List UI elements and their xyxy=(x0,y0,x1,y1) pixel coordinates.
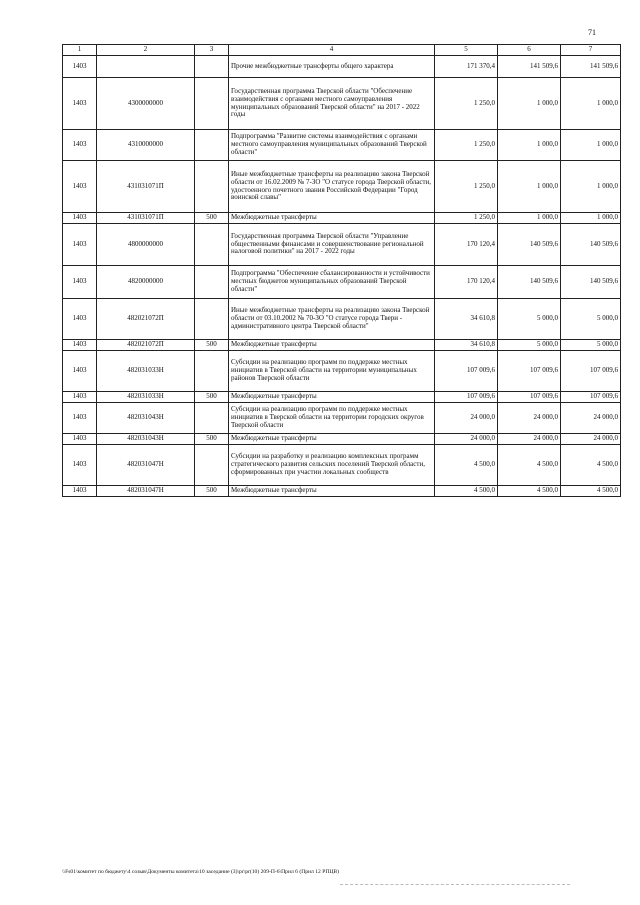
amount-col-7-cell: 24 000,0 xyxy=(561,434,621,445)
item-name-cell: Межбюджетные трансферты xyxy=(229,340,435,351)
section-code-cell: 1403 xyxy=(63,351,97,392)
amount-col-5-cell: 1 250,0 xyxy=(435,78,498,130)
target-article-cell: 482031033Н xyxy=(97,351,195,392)
amount-col-6-cell: 1 000,0 xyxy=(498,130,561,161)
section-code-cell: 1403 xyxy=(63,130,97,161)
amount-col-6-cell: 141 509,6 xyxy=(498,56,561,78)
amount-col-6-cell: 107 009,6 xyxy=(498,392,561,403)
section-code-cell: 1403 xyxy=(63,213,97,224)
amount-col-7-cell: 107 009,6 xyxy=(561,392,621,403)
target-article-cell: 4800000000 xyxy=(97,224,195,266)
amount-col-5-cell: 4 500,0 xyxy=(435,445,498,486)
header-col-2: 2 xyxy=(97,45,195,56)
item-name-cell: Субсидии на разработку и реализацию комплексных программ стратегического развития сельских поселений Тверской области, сформированных при участии локальных сообществ xyxy=(229,445,435,486)
expense-type-cell xyxy=(195,224,229,266)
amount-col-7-cell: 5 000,0 xyxy=(561,340,621,351)
expense-type-cell: 500 xyxy=(195,213,229,224)
amount-col-6-cell: 140 509,6 xyxy=(498,266,561,299)
target-article-cell: 431031071П xyxy=(97,161,195,213)
section-code-cell: 1403 xyxy=(63,434,97,445)
section-code-cell: 1403 xyxy=(63,403,97,434)
section-code-cell: 1403 xyxy=(63,78,97,130)
target-article-cell: 482031043Н xyxy=(97,434,195,445)
item-name-cell: Подпрограмма "Обеспечение сбалансированности и устойчивости местных бюджетов муниципальных образований Тверской области" xyxy=(229,266,435,299)
amount-col-6-cell: 5 000,0 xyxy=(498,340,561,351)
expense-type-cell: 500 xyxy=(195,434,229,445)
table-row xyxy=(63,78,621,130)
amount-col-6-cell: 4 500,0 xyxy=(498,486,561,497)
target-article-cell: 482031033Н xyxy=(97,392,195,403)
item-name-cell: Межбюджетные трансферты xyxy=(229,213,435,224)
section-code-cell: 1403 xyxy=(63,56,97,78)
expense-type-cell: 500 xyxy=(195,486,229,497)
amount-col-7-cell: 24 000,0 xyxy=(561,403,621,434)
header-col-1: 1 xyxy=(63,45,97,56)
expense-type-cell xyxy=(195,403,229,434)
amount-col-6-cell: 4 500,0 xyxy=(498,445,561,486)
amount-col-7-cell: 140 509,6 xyxy=(561,224,621,266)
target-article-cell: 431031071П xyxy=(97,213,195,224)
table-body xyxy=(63,56,621,497)
target-article-cell: 482031047Н xyxy=(97,486,195,497)
amount-col-6-cell: 140 509,6 xyxy=(498,224,561,266)
amount-col-5-cell: 107 009,6 xyxy=(435,351,498,392)
amount-col-5-cell: 34 610,8 xyxy=(435,299,498,340)
section-code-cell: 1403 xyxy=(63,392,97,403)
amount-col-6-cell: 107 009,6 xyxy=(498,351,561,392)
expense-type-cell xyxy=(195,78,229,130)
table-row xyxy=(63,351,621,392)
table-row xyxy=(63,445,621,486)
amount-col-5-cell: 170 120,4 xyxy=(435,224,498,266)
amount-col-5-cell: 34 610,8 xyxy=(435,340,498,351)
expense-type-cell xyxy=(195,266,229,299)
item-name-cell: Прочие межбюджетные трансферты общего характера xyxy=(229,56,435,78)
amount-col-5-cell: 24 000,0 xyxy=(435,434,498,445)
item-name-cell: Межбюджетные трансферты xyxy=(229,392,435,403)
amount-col-6-cell: 24 000,0 xyxy=(498,434,561,445)
scan-artifact-line xyxy=(340,884,570,885)
amount-col-5-cell: 4 500,0 xyxy=(435,486,498,497)
amount-col-6-cell: 1 000,0 xyxy=(498,161,561,213)
expense-type-cell: 500 xyxy=(195,392,229,403)
amount-col-7-cell: 4 500,0 xyxy=(561,445,621,486)
target-article-cell: 482031047Н xyxy=(97,445,195,486)
amount-col-7-cell: 107 009,6 xyxy=(561,351,621,392)
table-row xyxy=(63,56,621,78)
amount-col-5-cell: 1 250,0 xyxy=(435,213,498,224)
amount-col-6-cell: 1 000,0 xyxy=(498,213,561,224)
table-row xyxy=(63,403,621,434)
target-article-cell: 4310000000 xyxy=(97,130,195,161)
header-col-3: 3 xyxy=(195,45,229,56)
table-row xyxy=(63,434,621,445)
target-article-cell: 4300000000 xyxy=(97,78,195,130)
table-row xyxy=(63,299,621,340)
target-article-cell: 482031043Н xyxy=(97,403,195,434)
section-code-cell: 1403 xyxy=(63,224,97,266)
section-code-cell: 1403 xyxy=(63,445,97,486)
amount-col-7-cell: 4 500,0 xyxy=(561,486,621,497)
section-code-cell: 1403 xyxy=(63,486,97,497)
amount-col-5-cell: 1 250,0 xyxy=(435,130,498,161)
amount-col-7-cell: 1 000,0 xyxy=(561,161,621,213)
expense-type-cell xyxy=(195,445,229,486)
item-name-cell: Государственная программа Тверской области "Обеспечение взаимодействия с органами местного самоуправления муниципальных образований Тверской области" на 2017 - 2022 годы xyxy=(229,78,435,130)
amount-col-7-cell: 1 000,0 xyxy=(561,78,621,130)
amount-col-5-cell: 1 250,0 xyxy=(435,161,498,213)
amount-col-6-cell: 1 000,0 xyxy=(498,78,561,130)
section-code-cell: 1403 xyxy=(63,340,97,351)
footer-file-path: \\Fs01\комитет по бюджету\4 созыв\Документы комитета\10 заседание (3)\pr\pr(10) 209-П-6\Прил 6 (Прил 12 РПЦВ) xyxy=(62,869,339,875)
header-col-4: 4 xyxy=(229,45,435,56)
expense-type-cell xyxy=(195,161,229,213)
expense-type-cell xyxy=(195,299,229,340)
header-col-7: 7 xyxy=(561,45,621,56)
header-row xyxy=(63,45,621,56)
table-row xyxy=(63,266,621,299)
amount-col-6-cell: 5 000,0 xyxy=(498,299,561,340)
amount-col-5-cell: 107 009,6 xyxy=(435,392,498,403)
header-col-6: 6 xyxy=(498,45,561,56)
header-col-5: 5 xyxy=(435,45,498,56)
item-name-cell: Субсидии на реализацию программ по поддержке местных инициатив в Тверской области на территории муниципальных районов Тверской области xyxy=(229,351,435,392)
budget-table xyxy=(62,44,621,497)
section-code-cell: 1403 xyxy=(63,266,97,299)
target-article-cell: 4820000000 xyxy=(97,266,195,299)
expense-type-cell: 500 xyxy=(195,340,229,351)
target-article-cell xyxy=(97,56,195,78)
amount-col-5-cell: 171 370,4 xyxy=(435,56,498,78)
section-code-cell: 1403 xyxy=(63,161,97,213)
amount-col-5-cell: 24 000,0 xyxy=(435,403,498,434)
table-row xyxy=(63,130,621,161)
amount-col-7-cell: 141 509,6 xyxy=(561,56,621,78)
item-name-cell: Межбюджетные трансферты xyxy=(229,486,435,497)
amount-col-5-cell: 170 120,4 xyxy=(435,266,498,299)
expense-type-cell xyxy=(195,56,229,78)
item-name-cell: Иные межбюджетные трансферты на реализацию закона Тверской области от 03.10.2002 № 70-ЗО "О статусе города Твери - административного центра Тверской области" xyxy=(229,299,435,340)
table-row xyxy=(63,340,621,351)
item-name-cell: Подпрограмма "Развитие системы взаимодействия с органами местного самоуправления муниципальных образований Тверской области" xyxy=(229,130,435,161)
expense-type-cell xyxy=(195,130,229,161)
table-row xyxy=(63,213,621,224)
table-row xyxy=(63,224,621,266)
table-row xyxy=(63,161,621,213)
item-name-cell: Иные межбюджетные трансферты на реализацию закона Тверской области от 16.02.2009 № 7-ЗО "О статусе города Тверской области, удостоенного почетного звания Российской Федерации "Город воинской славы" xyxy=(229,161,435,213)
target-article-cell: 482021072П xyxy=(97,299,195,340)
target-article-cell: 482021072П xyxy=(97,340,195,351)
amount-col-7-cell: 1 000,0 xyxy=(561,213,621,224)
expense-type-cell xyxy=(195,351,229,392)
amount-col-7-cell: 1 000,0 xyxy=(561,130,621,161)
table-row xyxy=(63,392,621,403)
table-row xyxy=(63,486,621,497)
item-name-cell: Межбюджетные трансферты xyxy=(229,434,435,445)
amount-col-7-cell: 140 509,6 xyxy=(561,266,621,299)
item-name-cell: Государственная программа Тверской области "Управление общественными финансами и совершенствование региональной налоговой политики" на 2017 - 2022 годы xyxy=(229,224,435,266)
section-code-cell: 1403 xyxy=(63,299,97,340)
item-name-cell: Субсидии на реализацию программ по поддержке местных инициатив в Тверской области на территории городских округов Тверской области xyxy=(229,403,435,434)
page-number: 71 xyxy=(588,28,596,37)
amount-col-7-cell: 5 000,0 xyxy=(561,299,621,340)
amount-col-6-cell: 24 000,0 xyxy=(498,403,561,434)
